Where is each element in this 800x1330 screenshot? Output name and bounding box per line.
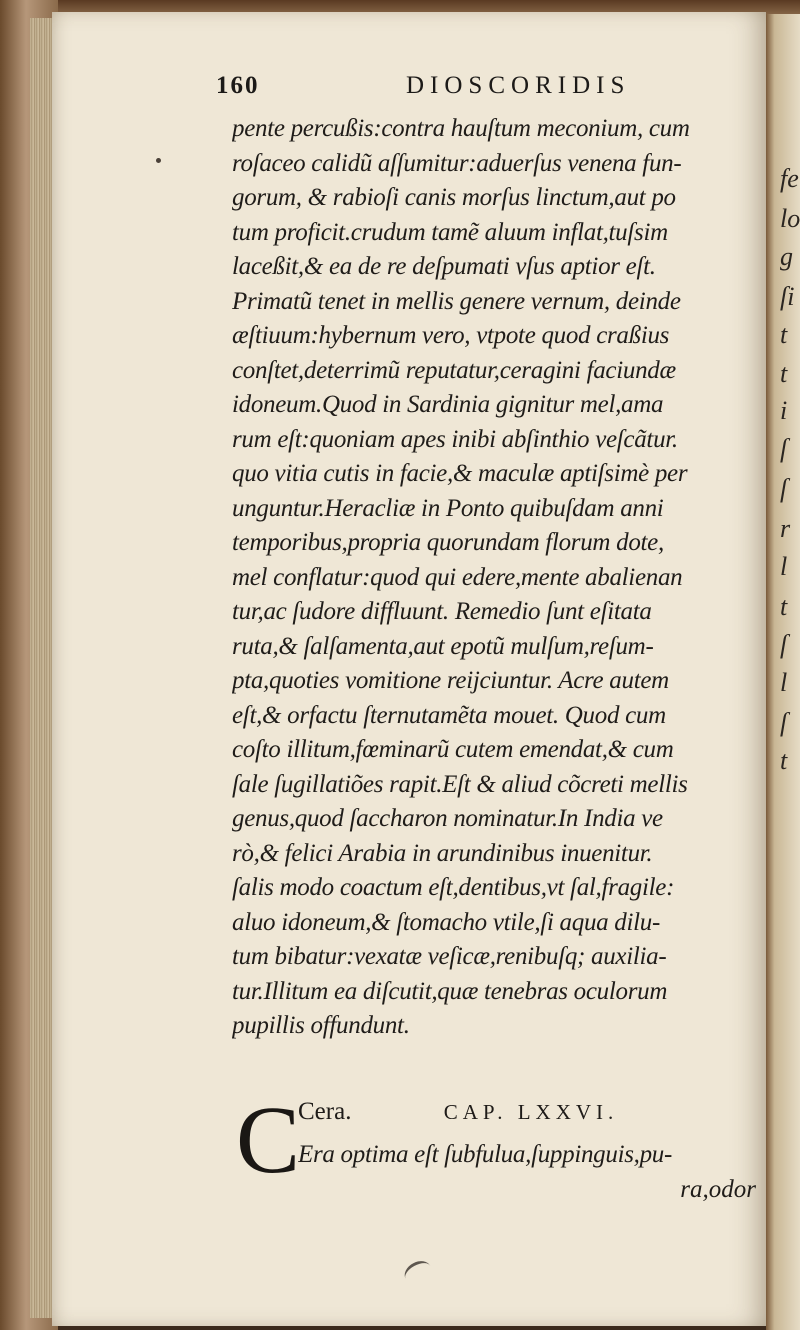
facing-page-fragment: t	[780, 746, 788, 775]
facing-page-fragment: t	[780, 320, 788, 349]
text-line: roſaceo calidũ aſſumitur:aduerſus venena fun-	[232, 149, 682, 177]
chapter-first-line: Era optima eſt ſubfulua,ſuppinguis,pu-	[298, 1141, 673, 1168]
facing-page-fragment: fe	[780, 164, 799, 193]
text-line: quo vitia cutis in facie,& maculæ aptiſsimè per	[232, 460, 688, 487]
text-line: gorum, & rabioſi canis morſus linctum,aut po	[232, 184, 676, 211]
facing-page-fragment: l	[780, 552, 788, 581]
facing-page-fragment: ſi	[780, 282, 795, 311]
text-line: ſale ſugillatiões rapit.Eſt & aliud cõcreti mellis	[232, 770, 688, 798]
text-line: tum bibatur:vexatæ veſicæ,renibuſq; auxilia-	[232, 943, 667, 970]
text-line: tur,ac ſudore diffluunt. Remedio ſunt eſitata	[232, 598, 652, 625]
facing-page-fragment: ſ	[780, 434, 788, 463]
facing-page-fragment: i	[780, 396, 788, 425]
facing-page-fragment: ſ	[780, 630, 788, 659]
text-line: tur.Illitum ea diſcutit,quæ tenebras oculorum	[232, 977, 668, 1005]
text-line: pta,quoties vomitione reijciuntur. Acre autem	[232, 667, 669, 694]
catchword: ra,odor	[680, 1176, 756, 1203]
text-line: Primatũ tenet in mellis genere vernum, deinde	[232, 287, 681, 315]
text-line: eſt,& orfactu ſternutamẽta mouet. Quod cum	[232, 701, 666, 729]
chapter-title: Cera.	[298, 1098, 352, 1125]
text-line: rum eſt:quoniam apes inibi abſinthio veſcãtur.	[232, 425, 678, 453]
facing-page-fragment: ſ	[780, 708, 788, 737]
ink-dot	[156, 158, 161, 163]
running-title: DIOSCORIDIS	[406, 72, 631, 99]
text-line: pente percußis:contra hauſtum meconium, cum	[232, 115, 690, 142]
text-line: pupillis offundunt.	[232, 1012, 410, 1039]
facing-page-fragment: t	[780, 592, 788, 621]
text-line: mel conflatur:quod qui edere,mente abalienan	[232, 563, 683, 591]
facing-page-fragment: lo	[780, 204, 800, 233]
text-line: rò,& felici Arabia in arundinibus inuenitur.	[232, 839, 653, 867]
text-line: idoneum.Quod in Sardinia gignitur mel,ama	[232, 391, 664, 418]
facing-page-fragment: l	[780, 668, 788, 697]
drop-cap: C	[236, 1086, 301, 1193]
chapter-body	[298, 1138, 766, 1173]
text-line: æſtiuum:hybernum vero, vtpote quod craßius	[232, 322, 670, 349]
folio-number: 160	[216, 72, 260, 99]
chapter-number: CAP. LXXVI.	[443, 1100, 619, 1124]
text-line: unguntur.Heracliæ in Ponto quibuſdam anni	[232, 494, 664, 522]
text-line: conſtet,deterrimũ reputatur,ceragini faciundæ	[232, 356, 676, 384]
facing-page-fragment: ſ	[780, 474, 788, 503]
text-line: ruta,& ſalſamenta,aut epotũ mulſum,reſum-	[232, 632, 654, 660]
facing-page-fragment: g	[780, 242, 793, 271]
facing-page-edge	[766, 14, 800, 1330]
text-line: ſalis modo coactum eſt,dentibus,vt ſal,fragile:	[232, 874, 675, 901]
text-line: tum proficit.crudum tamẽ aluum inflat,tuſsim	[232, 218, 668, 246]
text-line: temporibus,propria quorundam florum dote,	[232, 529, 664, 556]
text-line: coſto illitum,fœminarũ cutem emendat,& cum	[232, 736, 674, 763]
main-text-block	[232, 112, 764, 1044]
facing-page-fragment: t	[780, 359, 788, 388]
text-line: aluo idoneum,& ſtomacho vtile,ſi aqua dilu-	[232, 908, 661, 936]
chapter-heading	[298, 1098, 768, 1126]
text-line: genus,quod ſaccharon nominatur.In India ve	[232, 805, 663, 832]
facing-page-fragment: r	[780, 514, 791, 543]
text-line: laceßit,& ea de re deſpumati vſus aptior eſt.	[232, 253, 656, 280]
